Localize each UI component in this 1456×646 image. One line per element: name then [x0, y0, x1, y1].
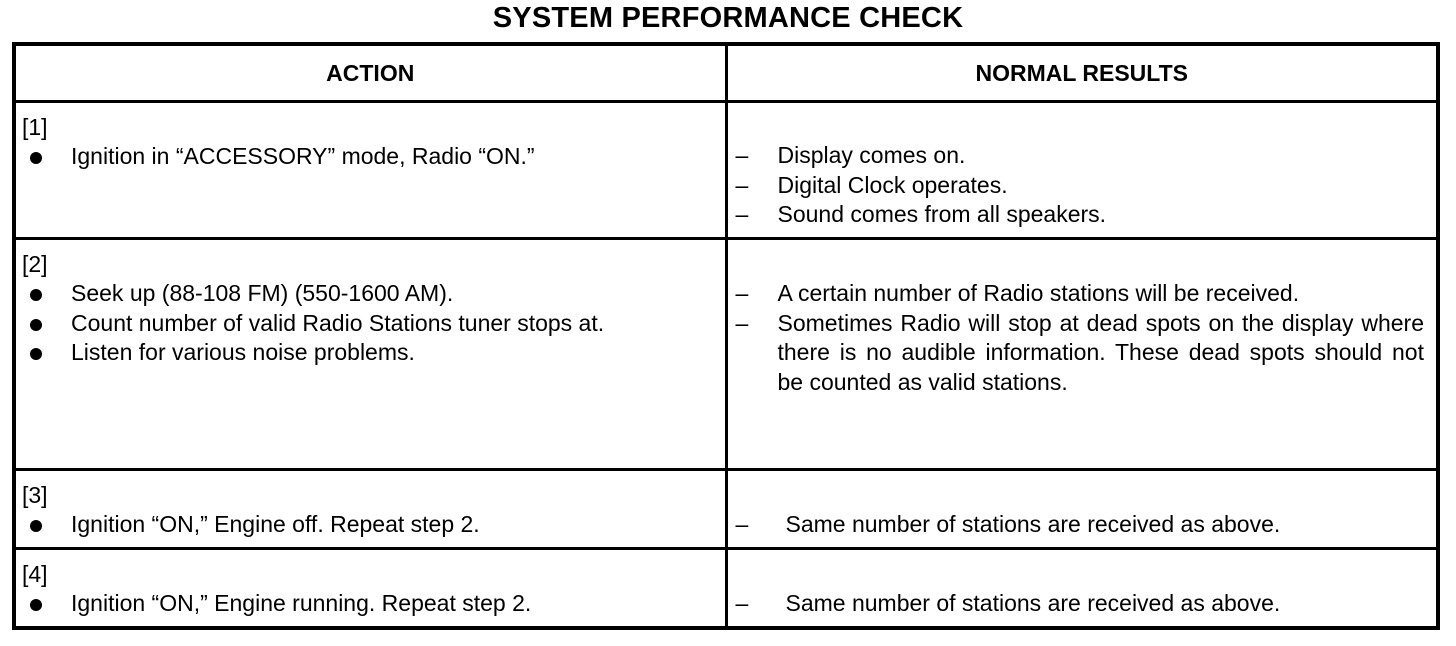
result-text: A certain number of Radio stations will be received. — [777, 280, 1300, 306]
action-item — [16, 309, 725, 339]
action-item — [16, 142, 725, 172]
action-cell — [14, 549, 726, 629]
action-column-header: ACTION — [14, 44, 726, 102]
step-number: [2] — [22, 251, 48, 277]
result-text: Same number of stations are received as above. — [785, 511, 1281, 537]
bullet-icon — [30, 520, 42, 532]
action-text: Ignition “ON,” Engine running. Repeat step 2. — [71, 590, 532, 616]
results-column-header: NORMAL RESULTS — [726, 44, 1438, 102]
dash-icon: – — [735, 309, 749, 336]
dash-icon: – — [735, 590, 749, 616]
action-text: Ignition in “ACCESSORY” mode, Radio “ON.” — [71, 143, 535, 169]
table-row — [14, 239, 1438, 470]
action-item — [16, 338, 725, 368]
bullet-icon — [30, 348, 42, 360]
results-cell — [726, 239, 1438, 470]
result-item — [728, 279, 1437, 309]
dash-icon: – — [735, 142, 749, 168]
action-text: Ignition “ON,” Engine off. Repeat step 2. — [71, 511, 480, 537]
result-item — [728, 200, 1437, 230]
result-item — [728, 510, 1437, 540]
action-text: Listen for various noise problems. — [71, 339, 415, 365]
table-row — [14, 549, 1438, 629]
results-cell — [726, 470, 1438, 549]
action-cell — [14, 102, 726, 239]
table-row — [14, 102, 1438, 239]
action-cell — [14, 239, 726, 470]
action-cell — [14, 470, 726, 549]
result-text: Digital Clock operates. — [777, 171, 1008, 198]
action-item — [16, 510, 725, 540]
result-text: Display comes on. — [777, 142, 966, 168]
step-number: [1] — [22, 114, 48, 140]
table-row — [14, 470, 1438, 549]
results-cell — [726, 549, 1438, 629]
result-text: Sound comes from all speakers. — [777, 201, 1107, 227]
action-text: Count number of valid Radio Stations tuner stops at. — [71, 309, 605, 336]
result-item — [728, 309, 1437, 398]
dash-icon: – — [735, 511, 749, 537]
bullet-icon — [30, 289, 42, 301]
step-number: [3] — [22, 482, 48, 508]
action-item — [16, 279, 725, 309]
bullet-icon — [30, 152, 42, 164]
result-text: Same number of stations are received as above. — [785, 590, 1281, 616]
result-text: Sometimes Radio will stop at dead spots on the display where there is no audible information. These dead spots should not be counted as valid stations. — [777, 309, 1424, 395]
result-item — [728, 589, 1437, 619]
performance-check-table — [12, 42, 1440, 630]
action-text: Seek up (88-108 FM) (550-1600 AM). — [71, 280, 454, 306]
results-cell — [726, 102, 1438, 239]
bullet-icon — [30, 599, 42, 611]
page-title: SYSTEM PERFORMANCE CHECK — [492, 2, 964, 34]
dash-icon: – — [735, 280, 749, 306]
table-header-row — [14, 44, 1438, 102]
bullet-icon — [30, 319, 42, 331]
dash-icon: – — [735, 171, 749, 198]
result-item — [728, 141, 1437, 171]
result-item — [728, 171, 1437, 201]
dash-icon: – — [735, 201, 749, 227]
action-item — [16, 589, 725, 619]
step-number: [4] — [22, 561, 48, 587]
